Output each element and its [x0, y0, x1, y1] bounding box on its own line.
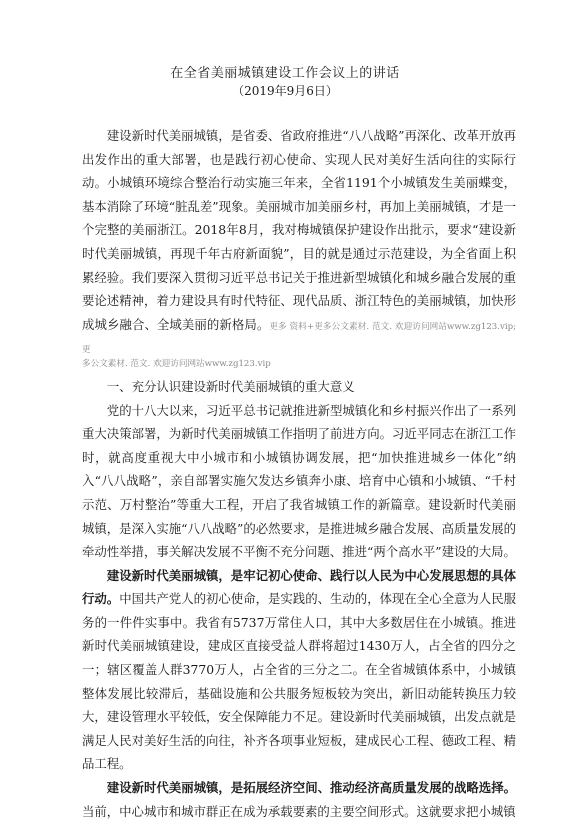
- section-heading: 一、充分认识建设新时代美丽城镇的重大意义: [106, 378, 355, 394]
- section-paragraph-3: [82, 776, 516, 823]
- ad-inline-text: 更多 资料+更多公文素材. 范文. 欢迎访问网站www.zg123.vip;更: [82, 321, 516, 356]
- paragraph-3-lead: 建设新时代美丽城镇，是拓展经济空间、推动经济高质量发展的战略选择。: [106, 780, 516, 796]
- document-title: 在全省美丽城镇建设工作会议上的讲话: [170, 66, 400, 81]
- paragraph-3-rest: 当前，中心城市和城市群正在成为承载要素的主要空间形式。这就要求把小城镇: [82, 803, 516, 819]
- document-date: （2019年9月6日）: [232, 84, 338, 98]
- paragraph-2-rest: 中国共产党人的初心使命，是实践的、生动的，体现在全心全意为人民服务的一件件实事中。我省有5737万常住人口，其中大多数居住在小城镇。推进新时代美丽城镇建设，建成区直接受益人群将超过1430万人，占全省的四分之一；辖区覆盖人群3770万人，占全省的三分之二。在全省城镇体系中，小城镇整体发展比较滞后，基础设施和公共服务短板较为突出，新旧动能转换压力较大，建设管理水平较低，安全保障能力不足。建设新时代美丽城镇，出发点就是满足人民对美好生活的向往，补齐各项事业短板，建成民心工程、德政工程、精品工程。: [82, 591, 517, 772]
- section-paragraph-2: [82, 564, 516, 776]
- document-body: [82, 124, 516, 823]
- section-paragraph-1: 党的十八大以来，习近平总书记就推进新型城镇化和乡村振兴作出了一系列重大决策部署，为新时代美丽城镇工作指明了前进方向。习近平同志在浙江工作时，就高度重视大中小城市和小城镇协调发展，把“加快推进城乡一体化”纳入“八八战略”，亲自部署实施欠发达乡镇奔小康、培育中心镇和小城镇、“千村示范、万村整治”等重大工程，开启了我省城镇工作的新篇章。建设新时代美丽城镇，是深入实施“八八战略”的必然要求，是推进城乡融合发展、高质量发展的牵动性举措，事关解决发展不平衡不充分问题、推进“两个高水平”建设的大局。: [82, 402, 516, 560]
- paragraph-2-lead: 建设新时代美丽城镇，是牢记初心使命、践行以人民为中心发展思想的具体行动。: [82, 567, 516, 607]
- intro-paragraph: [82, 124, 516, 360]
- intro-text: 建设新时代美丽城镇，是省委、省政府推进“八八战略”再深化、改革开放再出发作出的重大部署，也是践行初心使命、实现人民对美好生活向往的实际行动。小城镇环境综合整治行动实施三年来，全省1191个小城镇发生美丽蝶变，基本消除了环境“脏乱差”现象。美丽城市加美丽乡村，再加上美丽城镇，才是一个完整的美丽浙江。2018年8月，我对梅城镇保护建设作出批示，要求“建设新时代美丽城镇，再现千年古府新面貌”，目的就是通过示范建设，为全省面上积累经验。我们要深入贯彻习近平总书记关于推进新型城镇化和城乡融合发展的重要论述精神，着力建设具有时代特征、现代品质、浙江特色的美丽城镇，加快形成城乡融合、全域美丽的新格局。: [82, 128, 516, 332]
- ad-link-text: 多公文素材. 范文. 欢迎访问网站www.zg123.vip: [82, 358, 271, 369]
